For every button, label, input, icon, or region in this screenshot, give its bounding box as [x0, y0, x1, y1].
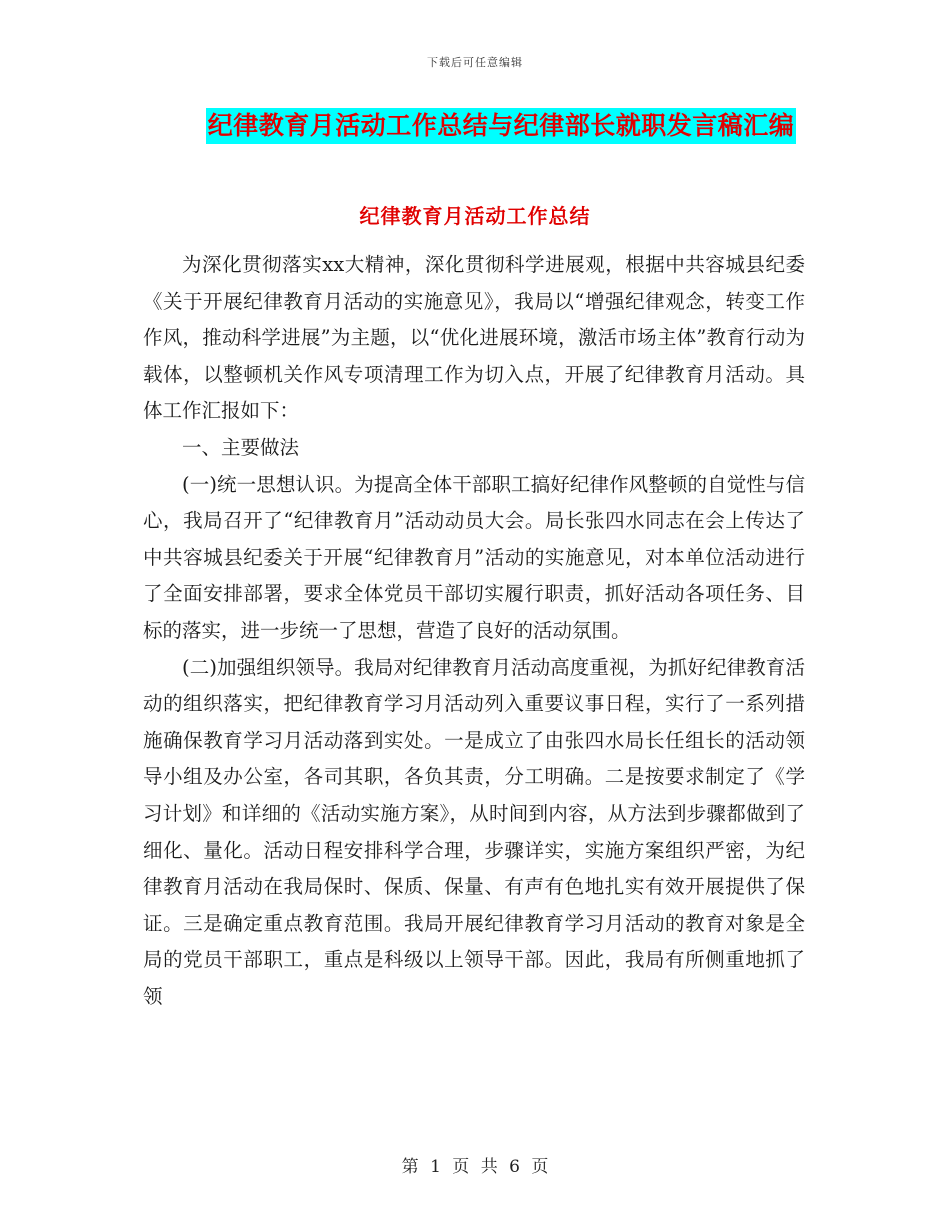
body-text [143, 247, 805, 1015]
section-title: 纪律教育月活动工作总结 [359, 204, 591, 228]
paragraph-unify-thinking: (一)统一思想认识。为提高全体干部职工搞好纪律作风整顿的自觉性与信心，我局召开了“纪律教育月”活动动员大会。局长张四水同志在会上传达了中共容城县纪委关于开展“纪律教育月”活动的实施意见，对本单位活动进行了全面安排部署，要求全体党员干部切实履行职责，抓好活动各项任务、目标的落实，进一步统一了思想，营造了良好的活动氛围。 [143, 472, 805, 642]
paragraph-intro: 为深化贯彻落实xx大精神，深化贯彻科学进展观，根据中共容城县纪委《关于开展纪律教育月活动的实施意见》，我局以“增强纪律观念，转变工作作风，推动科学进展”为主题，以“优化进展环境，激活市场主体”教育行动为载体，以整顿机关作风专项清理工作为切入点，开展了纪律教育月活动。具体工作汇报如下： [143, 253, 805, 423]
header-note: 下载后可任意编辑 [427, 56, 523, 69]
paragraph-strengthen-leadership: (二)加强组织领导。我局对纪律教育月活动高度重视，为抓好纪律教育活动的组织落实，把纪律教育学习月活动列入重要议事日程，实行了一系列措施确保教育学习月活动落到实处。一是成立了由张四水局长任组长的活动领导小组及办公室，各司其职，各负其责，分工明确。二是按要求制定了《学习计划》和详细的《活动实施方案》，从时间到内容，从方法到步骤都做到了细化、量化。活动日程安排科学合理，步骤详实，实施方案组织严密，为纪律教育月活动在我局保时、保质、保量、有声有色地扎实有效开展提供了保证。三是确定重点教育范围。我局开展纪律教育学习月活动的教育对象是全局的党员干部职工，重点是科级以上领导干部。因此，我局有所侧重地抓了领 [143, 655, 805, 1008]
document-title-container [0, 108, 950, 144]
document-title: 纪律教育月活动工作总结与纪律部长就职发言稿汇编 [206, 108, 797, 144]
page-footer: 第 1 页 共 6 页 [401, 1157, 549, 1177]
paragraph-heading-main-practices: 一、主要做法 [182, 435, 300, 459]
